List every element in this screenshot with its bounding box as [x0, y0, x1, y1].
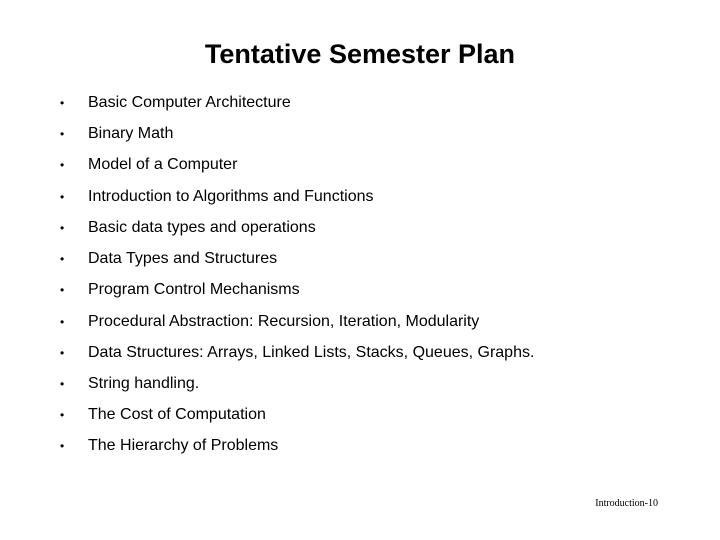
slide-footer-label: Introduction-10 — [595, 498, 658, 509]
bullet-icon: • — [60, 377, 65, 391]
list-item — [0, 247, 720, 271]
list-item — [0, 122, 720, 146]
list-item-text: Basic Computer Architecture — [88, 94, 291, 111]
slide-title: Tentative Semester Plan — [204, 39, 516, 69]
list-item-text: The Hierarchy of Problems — [88, 437, 279, 454]
bullet-icon: • — [60, 158, 65, 172]
list-item — [0, 185, 720, 209]
bullet-icon: • — [60, 346, 65, 360]
list-item — [0, 341, 720, 365]
bullet-icon: • — [60, 96, 65, 110]
bullet-icon: • — [60, 221, 65, 235]
bullet-icon: • — [60, 315, 65, 329]
list-item-text: Program Control Mechanisms — [88, 281, 300, 298]
list-item — [0, 278, 720, 302]
list-item — [0, 403, 720, 427]
list-item — [0, 216, 720, 240]
bullet-icon: • — [60, 408, 65, 422]
list-item-text: The Cost of Computation — [88, 406, 266, 423]
bullet-icon: • — [60, 190, 65, 204]
list-item-text: String handling. — [88, 375, 200, 392]
list-item — [0, 153, 720, 177]
list-item-text: Introduction to Algorithms and Functions — [88, 188, 374, 205]
bullet-icon: • — [60, 252, 65, 266]
list-item-text: Model of a Computer — [88, 156, 238, 173]
bullet-icon: • — [60, 283, 65, 297]
bullet-icon: • — [60, 439, 65, 453]
bullet-icon: • — [60, 127, 65, 141]
list-item-text: Binary Math — [88, 125, 174, 142]
list-item-text: Data Structures: Arrays, Linked Lists, Stacks, Queues, Graphs. — [88, 344, 535, 361]
list-item — [0, 91, 720, 115]
list-item-text: Basic data types and operations — [88, 219, 316, 236]
list-item-text: Procedural Abstraction: Recursion, Iteration, Modularity — [88, 313, 480, 330]
list-item — [0, 372, 720, 396]
list-item — [0, 434, 720, 458]
list-item-text: Data Types and Structures — [88, 250, 278, 267]
list-item — [0, 310, 720, 334]
